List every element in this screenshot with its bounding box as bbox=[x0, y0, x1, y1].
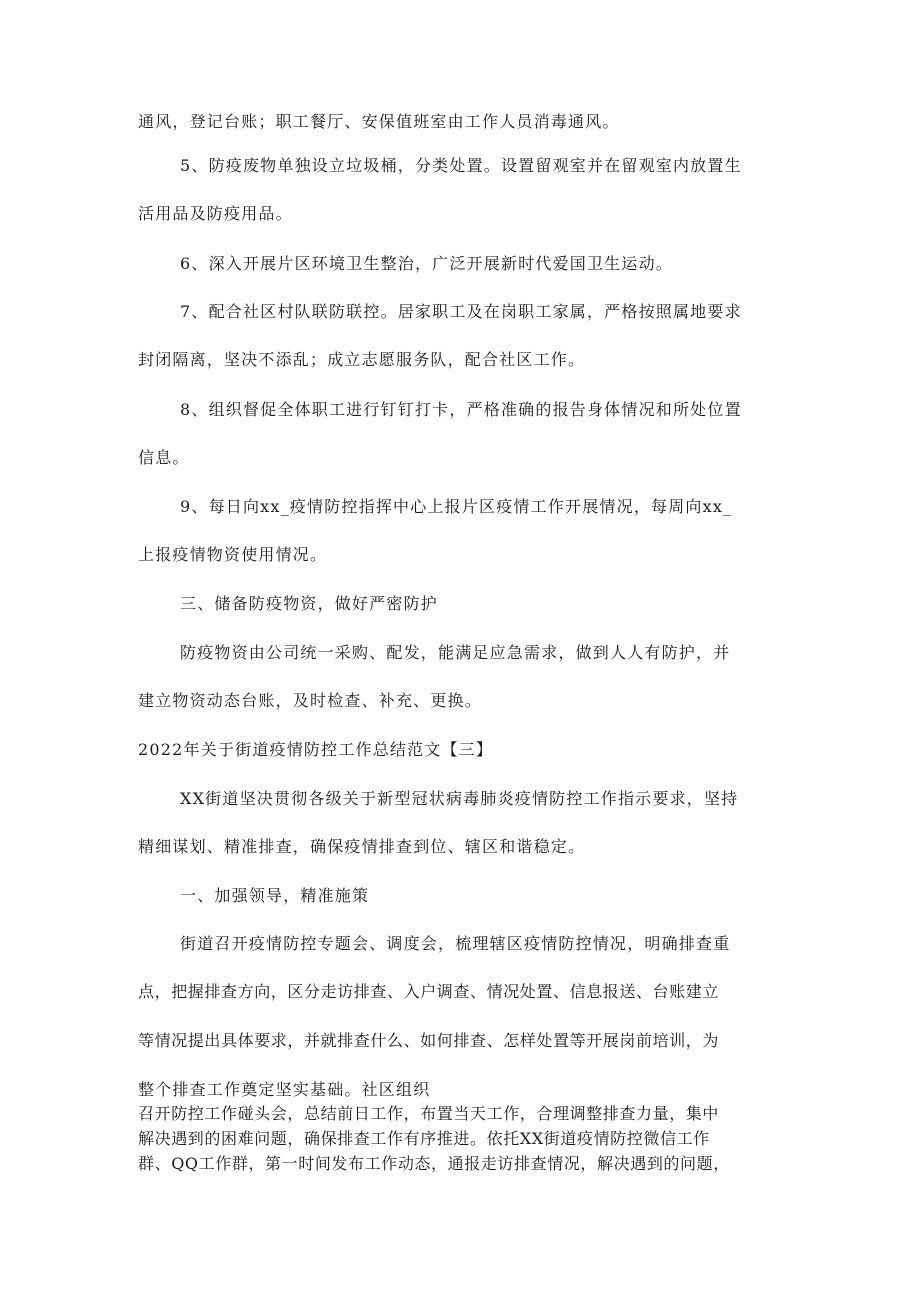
paragraph-line: 信息。 bbox=[138, 448, 190, 467]
paragraph-line: 上报疫情物资使用情况。 bbox=[138, 545, 328, 564]
paragraph-line: 等情况提出具体要求，并就排查什么、如何排查、怎样处置等开展岗前培训，为 bbox=[138, 1031, 720, 1050]
paragraph-line: 活用品及防疫用品。 bbox=[138, 204, 293, 223]
list-item-8: 8、组织督促全体职工进行钉钉打卡，严格准确的报告身体情况和所处位置 bbox=[180, 400, 742, 419]
paragraph-line: 通风，登记台账；职工餐厅、安保值班室由工作人员消毒通风。 bbox=[138, 112, 620, 131]
paragraph-line: 整个排查工作奠定坚实基础。社区组织 bbox=[138, 1080, 431, 1099]
list-item-5: 5、防疫废物单独设立垃圾桶，分类处置。设置留观室并在留观室内放置生 bbox=[180, 156, 742, 175]
section-heading: 一、加强领导，精准施策 bbox=[180, 886, 370, 905]
paragraph-line: 群、QQ工作群，第一时间发布工作动态，通报走访排查情况，解决遇到的问题， bbox=[138, 1154, 730, 1173]
paragraph-line: 点，把握排查方向，区分走访排查、入户调查、情况处置、信息报送、台账建立 bbox=[138, 982, 720, 1001]
section-heading: 三、储备防疫物资，做好严密防护 bbox=[180, 594, 439, 613]
article-title: 2022年关于街道疫情防控工作总结范文【三】 bbox=[138, 740, 494, 759]
paragraph-line: XX街道坚决贯彻各级关于新型冠状病毒肺炎疫情防控工作指示要求，坚持 bbox=[180, 789, 739, 808]
paragraph-line: 召开防控工作碰头会，总结前日工作，布置当天工作，合理调整排查力量，集中 bbox=[138, 1104, 720, 1123]
paragraph-line: 防疫物资由公司统一采购、配发，能满足应急需求，做到人人有防护，并 bbox=[180, 643, 731, 662]
paragraph-line: 封闭隔离，坚决不添乱；成立志愿服务队，配合社区工作。 bbox=[138, 350, 586, 369]
list-item-7: 7、配合社区村队联防联控。居家职工及在岗职工家属，严格按照属地要求 bbox=[180, 302, 742, 321]
list-item-9: 9、每日向xx_疫情防控指挥中心上报片区疫情工作开展情况，每周向xx_ bbox=[180, 497, 733, 516]
paragraph-line: 精细谋划、精准排查，确保疫情排查到位、辖区和谐稳定。 bbox=[138, 837, 586, 856]
list-item-6: 6、深入开展片区环境卫生整治，广泛开展新时代爱国卫生运动。 bbox=[180, 254, 673, 273]
paragraph-line: 建立物资动态台账，及时检查、补充、更换。 bbox=[138, 691, 483, 710]
paragraph-line: 街道召开疫情防控专题会、调度会，梳理辖区疫情防控情况，明确排查重 bbox=[180, 934, 731, 953]
paragraph-line: 解决遇到的困难问题，确保排查工作有序推进。依托XX街道疫情防控微信工作 bbox=[138, 1129, 710, 1148]
